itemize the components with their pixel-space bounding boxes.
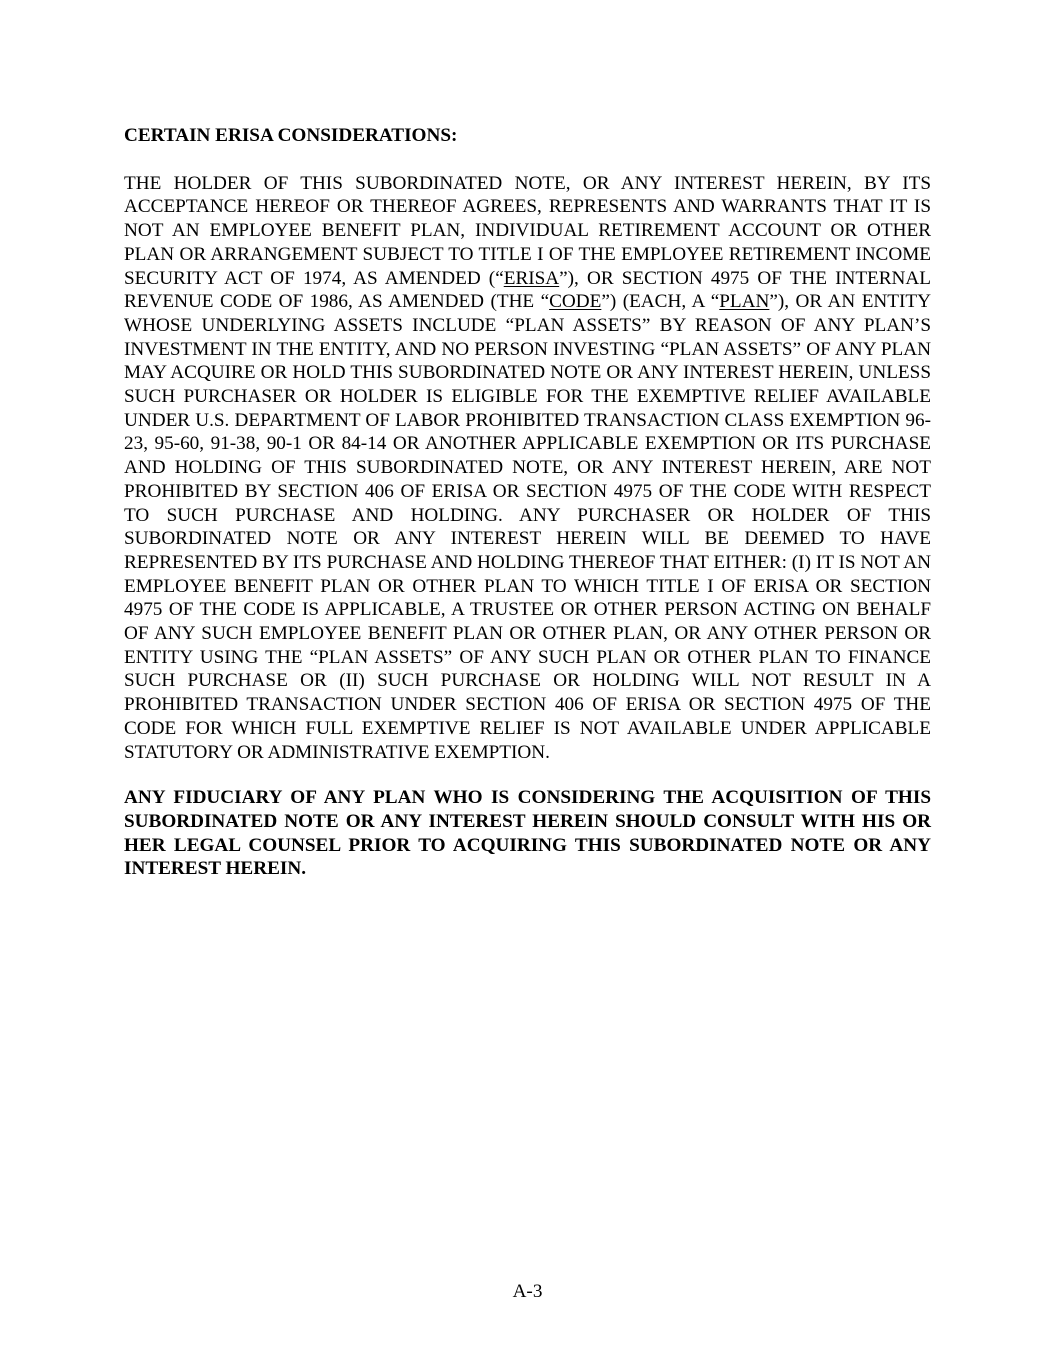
paragraph-text-part-2: ”), OR SECTION 4975 OF THE INTERNAL REVENUE CODE OF 1986, AS AMENDED (THE “ xyxy=(124,267,931,313)
erisa-paragraph xyxy=(124,172,931,765)
paragraph-text-part-3: ”) (EACH, A “ xyxy=(601,291,720,313)
defined-term-code: CODE xyxy=(549,291,602,313)
page-number: A-3 xyxy=(512,1281,543,1302)
document-body xyxy=(124,124,931,881)
fiduciary-notice: ANY FIDUCIARY OF ANY PLAN WHO IS CONSIDERING THE ACQUISITION OF THIS SUBORDINATED NOTE OR ANY INTEREST HEREIN SHOULD CONSULT WITH HIS OR HER LEGAL COUNSEL PRIOR TO ACQUIRING THIS SUBORDINATED NOTE OR ANY INTEREST HEREIN. xyxy=(124,787,931,880)
defined-term-erisa: ERISA xyxy=(503,267,560,289)
paragraph-text-part-1: THE HOLDER OF THIS SUBORDINATED NOTE, OR ANY INTEREST HEREIN, BY ITS ACCEPTANCE HEREOF OR THEREOF AGREES, REPRESENTS AND WARRANTS THAT IT IS NOT AN EMPLOYEE BENEFIT PLAN, INDIVIDUAL RETIREMENT ACCOUNT OR OTHER PLAN OR ARRANGEMENT SUBJECT TO TITLE I OF THE EMPLOYEE RETIREMENT INCOME SECURITY ACT OF 1974, AS AMENDED (“ xyxy=(124,172,931,289)
defined-term-plan: PLAN xyxy=(719,291,770,313)
section-heading: CERTAIN ERISA CONSIDERATIONS: xyxy=(124,125,458,146)
paragraph-text-part-4: ”), OR AN ENTITY WHOSE UNDERLYING ASSETS INCLUDE “PLAN ASSETS” BY REASON OF ANY PLAN’S INVESTMENT IN THE ENTITY, AND NO PERSON INVESTING “PLAN ASSETS” OF ANY PLAN MAY ACQUIRE OR HOLD THIS SUBORDINATED NOTE OR ANY INTEREST HEREIN, UNLESS SUCH PURCHASER OR HOLDER IS ELIGIBLE FOR THE EXEMPTIVE RELIEF AVAILABLE UNDER U.S. DEPARTMENT OF LABOR PROHIBITED TRANSACTION CLASS EXEMPTION 96-23, 95-60, 91-38, 90-1 OR 84-14 OR ANOTHER APPLICABLE EXEMPTION OR ITS PURCHASE AND HOLDING OF THIS SUBORDINATED NOTE, OR ANY INTEREST HEREIN, ARE NOT PROHIBITED BY SECTION 406 OF ERISA OR SECTION 4975 OF THE CODE WITH RESPECT TO SUCH PURCHASE AND HOLDING. ANY PURCHASER OR HOLDER OF THIS SUBORDINATED NOTE OR ANY INTEREST HEREIN WILL BE DEEMED TO HAVE REPRESENTED BY ITS PURCHASE AND HOLDING THEREOF THAT EITHER: (I) IT IS NOT AN EMPLOYEE BENEFIT PLAN OR OTHER PLAN TO WHICH TITLE I OF ERISA OR SECTION 4975 OF THE CODE IS APPLICABLE, A TRUSTEE OR OTHER PERSON ACTING ON BEHALF OF ANY SUCH EMPLOYEE BENEFIT PLAN OR OTHER PLAN, OR ANY OTHER PERSON OR ENTITY USING THE “PLAN ASSETS” OF ANY SUCH PLAN OR OTHER PLAN TO FINANCE SUCH PURCHASE OR (II) SUCH PURCHASE OR HOLDING WILL NOT RESULT IN A PROHIBITED TRANSACTION UNDER SECTION 406 OF ERISA OR SECTION 4975 OF THE CODE FOR WHICH FULL EXEMPTIVE RELIEF IS NOT AVAILABLE UNDER APPLICABLE STATUTORY OR ADMINISTRATIVE EXEMPTION. xyxy=(124,291,931,763)
